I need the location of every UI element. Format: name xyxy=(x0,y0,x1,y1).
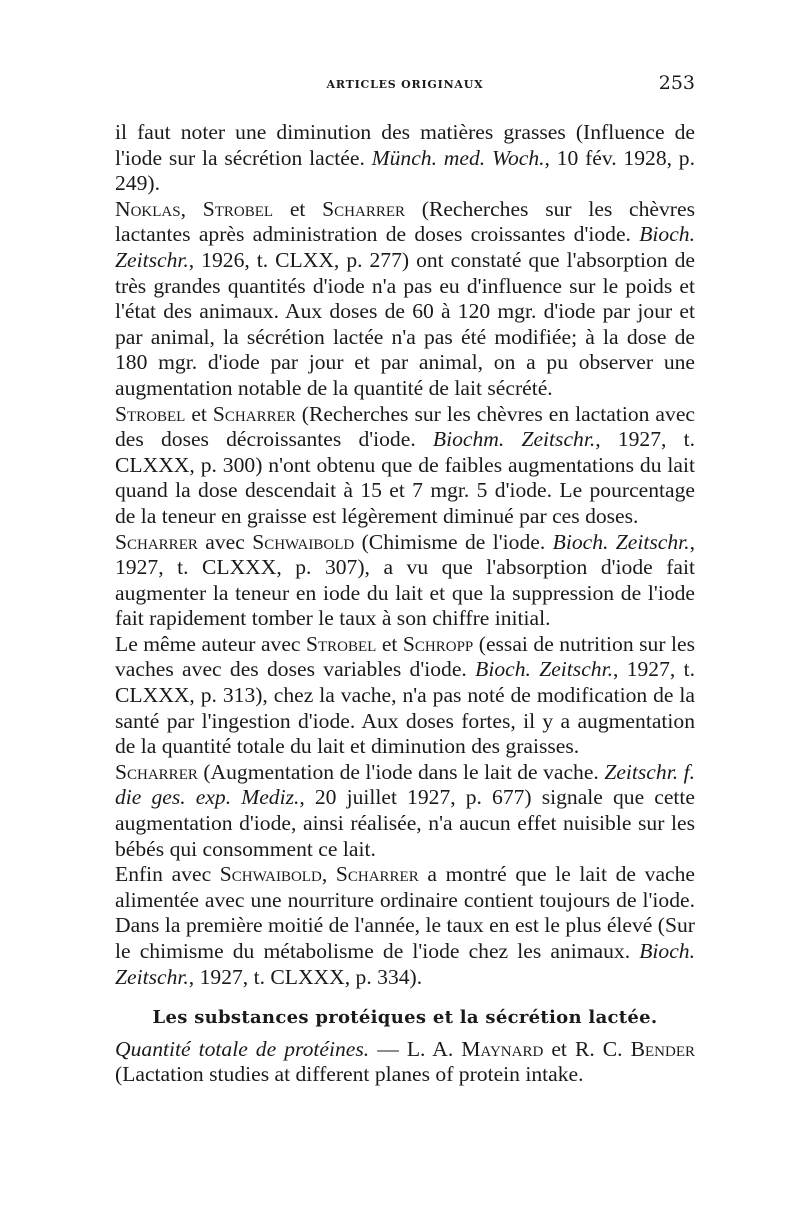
author-name: Schropp xyxy=(402,631,474,656)
author-name: Strobel xyxy=(305,631,377,656)
document-page xyxy=(115,70,695,1088)
author-name: Noklas xyxy=(115,196,181,221)
author-name: Strobel xyxy=(115,401,186,426)
text-run: , xyxy=(321,862,336,887)
text-run: (Recherches sur les chèvres lactantes après administration de doses croissantes d'iode. xyxy=(115,196,695,247)
paragraph xyxy=(115,862,695,990)
text-run: (essai de nutrition sur les vaches avec des doses variables d'iode. xyxy=(115,631,695,682)
text-run: il faut noter une diminution des matières grasses (Influence de l'iode sur la sécrétion lactée. xyxy=(115,120,695,170)
text-run: et xyxy=(376,631,403,656)
italic-run: Bioch. Zeitschr. xyxy=(115,939,695,989)
text-run: , 1927, t. CLXXX, p. 300) n'ont obtenu que de faibles augmentations du lait quand la dose descendait à 15 et 7 mgr. 5 d'iode. Le pourcentage de la teneur en graisse est légèrement diminué par ces doses. xyxy=(115,427,696,528)
text-run: , 1927, t. CLXXX, p. 334). xyxy=(188,964,423,989)
author-name: Scharrer xyxy=(115,759,198,784)
text-run: et R. C. xyxy=(543,1036,631,1061)
italic-run: Biochm. Zeitschr. xyxy=(432,427,596,452)
text-run: (Recherches sur les chèvres en lactation avec des doses décroissantes d'iode. xyxy=(115,401,695,452)
text-run: et xyxy=(185,401,213,426)
author-name: Strobel xyxy=(202,196,274,221)
text-run: — L. A. xyxy=(369,1036,462,1061)
paragraph xyxy=(115,197,695,402)
text-run: Enfin avec xyxy=(115,862,220,887)
text-run: , xyxy=(180,196,203,221)
paragraph xyxy=(115,402,695,530)
italic-run: Zeitschr. f. die ges. exp. Mediz. xyxy=(115,759,695,810)
paragraph xyxy=(115,760,695,862)
page-header xyxy=(115,70,695,100)
text-run: , 1926, t. CLXX, p. 277) ont constaté que l'absorption de très grandes quantités d'iode n'a pas eu d'influence sur le poids et l'état des animaux. Aux doses de 60 à 120 mgr. d'iode par jour et par animal, la sécrétion lactée n'a pas été modifiée; à la dose de 180 mgr. d'iode par jour et par animal, on a pu observer une augmentation notable de la quantité de lait sécrété. xyxy=(115,247,695,400)
italic-run: Bioch. Zeitschr. xyxy=(475,657,613,682)
paragraph xyxy=(115,120,695,197)
author-name: Schwaibold xyxy=(252,529,355,554)
author-name: Scharrer xyxy=(322,196,406,221)
text-run: , 1927, t. CLXXX, p. 313), chez la vache, n'a pas noté de modification de la santé par l'ingestion d'iode. Aux doses fortes, il y a augmentation de la quantité totale du lait et diminution des graisses. xyxy=(115,657,695,759)
page-number: 253 xyxy=(658,72,695,94)
text-run: a montré que le lait de vache alimentée avec une nourriture ordinaire contient toujours de l'iode. Dans la première moitié de l'année, le taux en est le plus élevé (Sur le chimisme du métabolisme de l'iode chez les animaux. xyxy=(115,862,695,963)
text-run: , 10 fév. 1928, p. 249). xyxy=(115,145,696,196)
text-run: (Lactation studies at different planes of protein intake. xyxy=(115,1062,584,1087)
italic-run: Münch. med. Woch. xyxy=(371,145,545,170)
author-name: Bender xyxy=(630,1036,696,1061)
paragraph xyxy=(115,1037,695,1088)
author-name: Scharrer xyxy=(335,862,419,887)
text-run: (Chimisme de l'iode. xyxy=(354,529,553,554)
author-name: Scharrer xyxy=(212,401,296,426)
text-run: , 20 juillet 1927, p. 677) signale que cette augmentation d'iode, ainsi réalisée, n'a aucun effet nuisible sur les bébés qui consomment ce lait. xyxy=(115,785,695,861)
running-title: ARTICLES ORIGINAUX xyxy=(326,78,484,91)
text-run: , 1927, t. CLXXX, p. 307), a vu que l'absorption d'iode fait augmenter la teneur en iode du lait et que la suppression de l'iode fait rapidement tomber le taux à son chiffre initial. xyxy=(115,529,695,631)
author-name: Schwaibold xyxy=(219,862,322,887)
text-run: Le même auteur avec xyxy=(115,631,306,656)
author-name: Scharrer xyxy=(115,529,198,554)
body-text xyxy=(115,120,695,1088)
text-run: (Augmentation de l'iode dans le lait de vache. xyxy=(197,759,605,784)
italic-run: Bioch. Zeitschr. xyxy=(552,529,690,554)
author-name: Maynard xyxy=(461,1036,544,1061)
text-run: avec xyxy=(197,529,253,554)
text-run: et xyxy=(273,196,323,221)
italic-run: Bioch. Zeitschr. xyxy=(115,222,695,272)
italic-run: Quantité totale de protéines. xyxy=(115,1036,370,1061)
section-heading: Les substances protéiques et la sécrétion lactée. xyxy=(152,1007,658,1029)
paragraph xyxy=(115,530,695,632)
paragraph xyxy=(115,632,695,760)
